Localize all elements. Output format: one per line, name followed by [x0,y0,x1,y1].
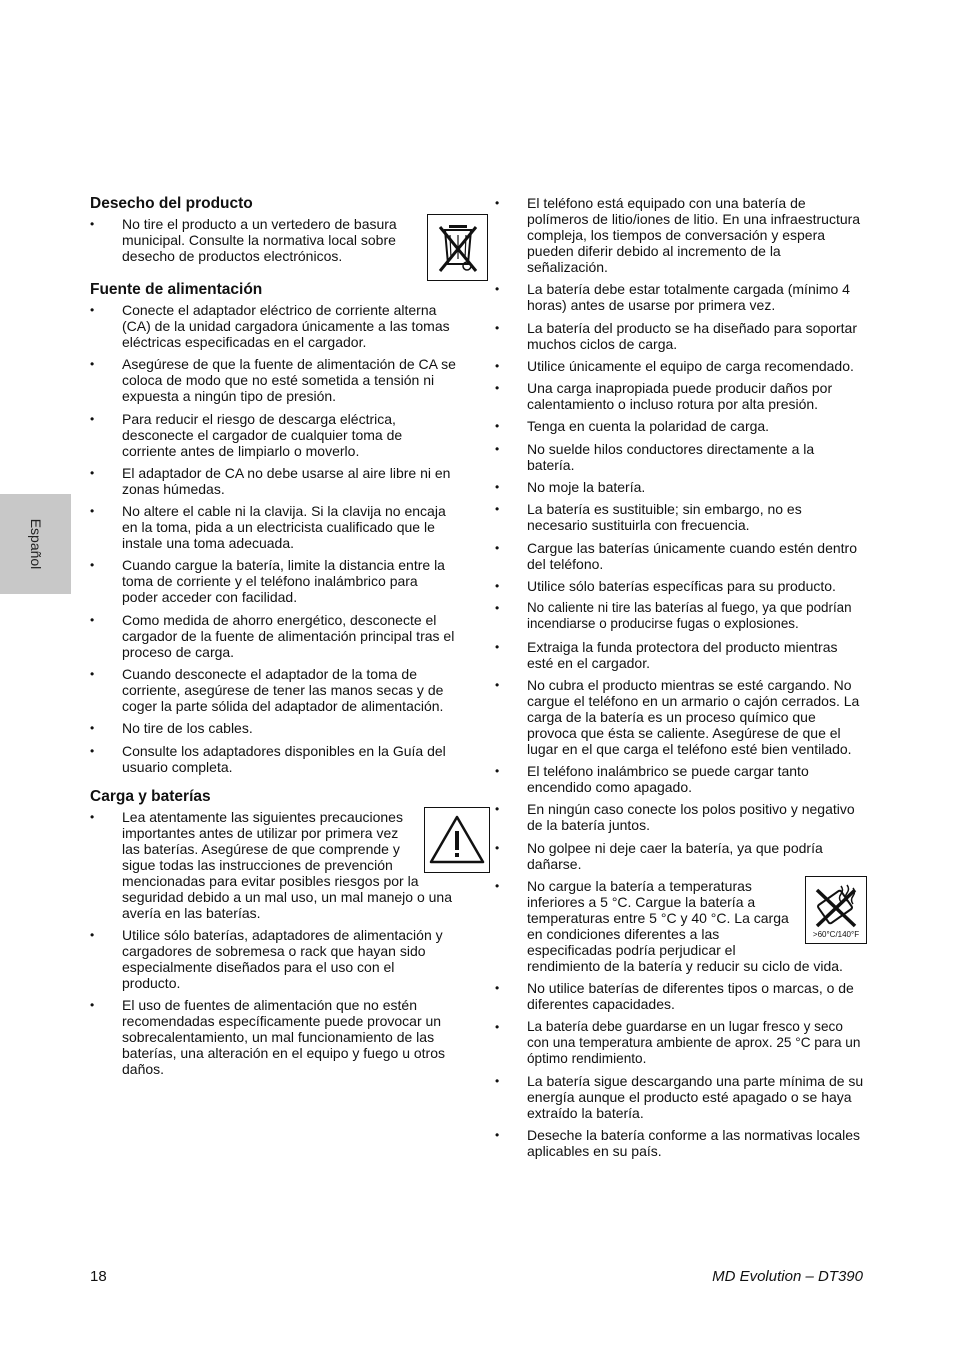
list-item: • Conecte el adaptador eléctrico de corriente alterna (CA) de la unidad cargadora únicamente a las tomas eléctricas especificadas en el cargador. [90,302,456,350]
battery-temperature-icon [805,876,867,944]
list-item: • El teléfono está equipado con una batería de polímeros de litio/iones de litio. En una infraestructura compleja, los tiempos de conversación y espera pueden diferir debido al incremento de la señalización. [495,195,865,275]
list-item: • La batería sigue descargando una parte mínima de su energía aunque el producto esté apagado o se haya extraído la batería. [495,1073,865,1121]
bullet-list [90,216,456,264]
section-heading: Desecho del producto [90,195,253,212]
list-item: • No utilice baterías de diferentes tipos o marcas, o de diferentes capacidades. [495,980,865,1012]
right-column [495,195,865,1166]
bullet-list [90,809,456,1078]
section-heading: Fuente de alimentación [90,281,263,298]
section-heading: Carga y baterías [90,787,211,805]
bullet-list [90,302,456,775]
list-item: • No altere el cable ni la clavija. Si la clavija no encaja en la toma, pida a un electricista cualificado que le instale una toma adecuada. [90,503,456,551]
list-item: • Como medida de ahorro energético, desconecte el cargador de la fuente de alimentación principal tras el proceso de carga. [90,612,456,660]
list-item: • Utilice sólo baterías específicas para su producto. [495,578,865,594]
list-item: • No cubra el producto mientras se esté cargando. No cargue el teléfono en un armario o cajón cerrados. La carga de la batería es un proceso químico que provoca que ésta se caliente. Asegúrese de que el lugar en el que carga el teléfono esté bien ventilado. [495,677,865,757]
list-item: • No golpee ni deje caer la batería, ya que podría dañarse. [495,840,865,872]
list-item: • El uso de fuentes de alimentación que no estén recomendadas específicamente puede provocar un sobrecalentamiento, un mal funcionamiento de las baterías, una alteración en el equipo y fuego u otros daños. [90,997,456,1077]
list-item: • Consulte los adaptadores disponibles en la Guía del usuario completa. [90,743,456,775]
list-item: • Cuando desconecte el adaptador de la toma de corriente, asegúrese de tener las manos secas y de coger la parte sólida del adaptador de alimentación. [90,666,456,714]
list-item: • El adaptador de CA no debe usarse al aire libre ni en zonas húmedas. [90,465,456,497]
list-item: • Una carga inapropiada puede producir daños por calentamiento o incluso rotura por alta presión. [495,380,865,412]
bullet-list [495,195,865,1159]
list-item: • Tenga en cuenta la polaridad de carga. [495,418,865,434]
list-item: • Cuando cargue la batería, limite la distancia entre la toma de corriente y el teléfono inalámbrico para poder acceder con facilidad. [90,557,456,605]
list-item: • Deseche la batería conforme a las normativas locales aplicables en su país. [495,1127,865,1159]
list-item: • >60°C/140°F No cargue la batería a temperaturas inferiores a 5 °C. Cargue la batería a temperaturas entre 5 °C y 40 °C. La carga en condiciones diferentes a las especificadas podría perjudicar el rendimiento de la batería y reducir su ciclo de vida. [495,878,865,974]
language-tab [0,494,71,594]
section-charging [90,788,456,1078]
list-item: • La batería del producto se ha diseñado para soportar muchos ciclos de carga. [495,320,865,352]
section-disposal [90,195,456,264]
list-item: • No caliente ni tire las baterías al fuego, ya que podrían incendiarse o producirse fugas o explosiones. [495,600,865,632]
section-power [90,281,456,775]
temperature-label: • >60°C/140°F [812,929,860,939]
list-item: • En ningún caso conecte los polos positivo y negativo de la batería juntos. [495,801,865,833]
list-item: • Cargue las baterías únicamente cuando estén dentro del teléfono. [495,540,865,572]
list-item: • Extraiga la funda protectora del producto mientras esté en el cargador. [495,639,865,671]
list-item: • Asegúrese de que la fuente de alimentación de CA se coloca de modo que no esté sometida a tensión ni expuesta a ningún tipo de presión. [90,356,456,404]
weee-bin-icon [427,214,488,281]
page-number: 18 [90,1268,107,1285]
list-item: • El teléfono inalámbrico se puede cargar tanto encendido como apagado. [495,763,865,795]
list-item: • Utilice únicamente el equipo de carga recomendado. [495,358,865,374]
list-item: • La batería es sustituible; sin embargo, no es necesario sustituirla con frecuencia. [495,501,865,533]
list-item: • No suelde hilos conductores directamente a la batería. [495,441,865,473]
list-item: • Lea atentamente las siguientes precauciones importantes antes de utilizar por primera vez las baterías. Asegúrese de que comprende y sigue todas las instrucciones de prevención mencionadas para evitar posibles riesgos por la seguridad debido a un mal uso, un mal manejo o una avería en las baterías. [90,809,456,921]
language-tab-label: Español [27,518,44,570]
document-title: MD Evolution – DT390 [712,1268,863,1285]
list-item: • No moje la batería. [495,479,865,495]
left-column [90,195,456,1090]
warning-triangle-icon [424,807,490,873]
list-item: • Para reducir el riesgo de descarga eléctrica, desconecte el cargador de cualquier toma de corriente antes de limpiarlo o moverlo. [90,411,456,459]
list-item: • La batería debe guardarse en un lugar fresco y seco con una temperatura ambiente de aprox. 25 °C para un óptimo rendimiento. [495,1019,865,1067]
list-item: • La batería debe estar totalmente cargada (mínimo 4 horas) antes de usarse por primera vez. [495,281,865,313]
list-item: • No tire de los cables. [90,720,456,736]
list-item: • No tire el producto a un vertedero de basura municipal. Consulte la normativa local sobre desecho de productos electrónicos. [90,216,456,264]
list-item: • Utilice sólo baterías, adaptadores de alimentación y cargadores de sobremesa o rack que hayan sido especialmente diseñados para el uso con el producto. [90,927,456,991]
